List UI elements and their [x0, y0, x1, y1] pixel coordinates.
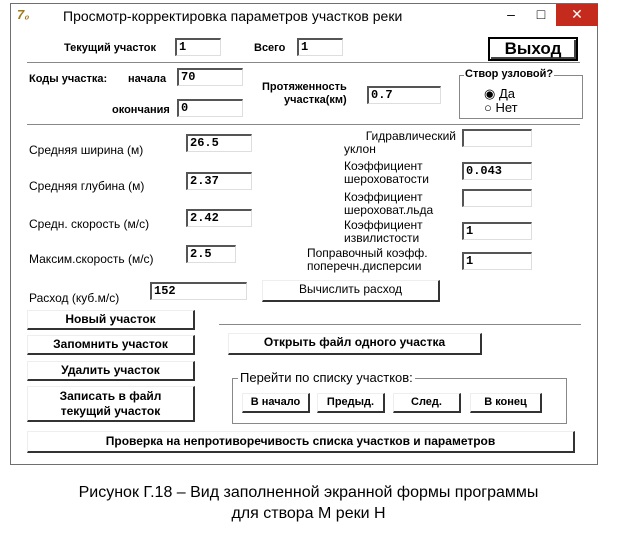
roughness-field[interactable]: 0.043: [462, 162, 532, 180]
end-code-label: окончания: [112, 104, 170, 116]
figure-caption-line-1: Рисунок Г.18 – Вид заполненной экранной формы программы: [78, 484, 539, 501]
navigation-label: Перейти по списку участков:: [240, 370, 413, 385]
slope-field[interactable]: [462, 129, 532, 147]
exit-button[interactable]: Выход: [488, 37, 578, 61]
ice-roughness-label-1: Коэффициент: [344, 190, 423, 204]
open-section-file-button[interactable]: Открыть файл одного участка: [228, 333, 482, 355]
width-label: Средняя ширина (м): [29, 143, 144, 157]
nav-first-button[interactable]: В начало: [242, 393, 310, 413]
radio-checked-icon: ◉: [484, 86, 496, 101]
total-field[interactable]: 1: [297, 38, 343, 56]
dispersion-field[interactable]: 1: [462, 252, 532, 270]
new-section-button[interactable]: Новый участок: [27, 310, 195, 330]
nav-next-button[interactable]: След.: [393, 393, 461, 413]
radio-unchecked-icon: ○: [484, 100, 492, 115]
roughness-label-2: шероховатости: [344, 172, 429, 186]
window-title: Просмотр-корректировка параметров участков реки: [63, 8, 403, 24]
ice-roughness-field[interactable]: [462, 189, 532, 207]
speed-label: Средн. скорость (м/с): [29, 217, 150, 231]
sinuosity-label-2: извилистости: [344, 231, 420, 245]
codes-label: Коды участка:: [29, 73, 108, 85]
node-groupbox: [459, 75, 583, 119]
save-section-button[interactable]: Запомнить участок: [27, 335, 195, 355]
minimize-button[interactable]: –: [507, 6, 515, 22]
write-file-label-2: текущий участок: [60, 404, 161, 418]
nav-prev-button[interactable]: Предыд.: [317, 393, 385, 413]
maximize-button[interactable]: □: [536, 6, 546, 22]
length-label-1: Протяженность: [262, 81, 347, 93]
ice-roughness-label-2: шероховат.льда: [344, 203, 434, 217]
nav-last-button[interactable]: В конец: [470, 393, 542, 413]
width-field[interactable]: 26.5: [186, 134, 252, 152]
start-code-field[interactable]: 70: [177, 68, 243, 86]
node-no-label: Нет: [495, 100, 518, 115]
node-yes-label: Да: [498, 86, 516, 101]
start-code-label: начала: [128, 73, 167, 85]
dispersion-label-1: Поправочный коэфф.: [307, 246, 428, 260]
flow-label: Расход (куб.м/с): [29, 291, 120, 305]
dispersion-label-2: поперечн.дисперсии: [307, 259, 422, 273]
depth-label: Средняя глубина (м): [29, 179, 145, 193]
roughness-label-1: Коэффициент: [344, 159, 423, 173]
node-no-radio[interactable]: [484, 100, 518, 115]
calc-flow-button[interactable]: Вычислить расход: [262, 280, 440, 302]
maxspeed-label: Максим.скорость (м/с): [29, 252, 154, 266]
speed-field[interactable]: 2.42: [186, 209, 252, 227]
write-file-label-1: Записать в файл: [59, 389, 162, 403]
depth-field[interactable]: 2.37: [186, 172, 252, 190]
slope-label-2: уклон: [344, 142, 376, 156]
divider-middle: [27, 124, 580, 126]
figure-caption-line-2: для створа М реки Н: [231, 505, 386, 522]
slope-label-1: Гидравлический: [365, 129, 456, 143]
title-bar[interactable]: [11, 4, 597, 28]
app-icon: 7₀: [17, 7, 30, 22]
end-code-field[interactable]: 0: [177, 99, 243, 117]
form-client-area: [14, 28, 594, 461]
close-button[interactable]: ✕: [556, 4, 598, 26]
current-section-field[interactable]: 1: [175, 38, 221, 56]
delete-section-button[interactable]: Удалить участок: [27, 361, 195, 381]
sinuosity-field[interactable]: 1: [462, 222, 532, 240]
current-section-label: Текущий участок: [64, 42, 156, 54]
flow-field[interactable]: 152: [150, 282, 247, 300]
length-field[interactable]: 0.7: [367, 86, 441, 104]
divider-right: [219, 324, 581, 326]
total-label: Всего: [254, 42, 286, 54]
sinuosity-label-1: Коэффициент: [344, 218, 423, 232]
write-section-file-button[interactable]: [27, 386, 195, 422]
divider-top: [27, 62, 580, 64]
app-window: [10, 3, 598, 465]
node-label: Створ узловой?: [465, 68, 554, 80]
length-label-2: участка(км): [284, 94, 347, 106]
maxspeed-field[interactable]: 2.5: [186, 245, 236, 263]
consistency-check-button[interactable]: Проверка на непротиворечивость списка участков и параметров: [27, 431, 575, 453]
